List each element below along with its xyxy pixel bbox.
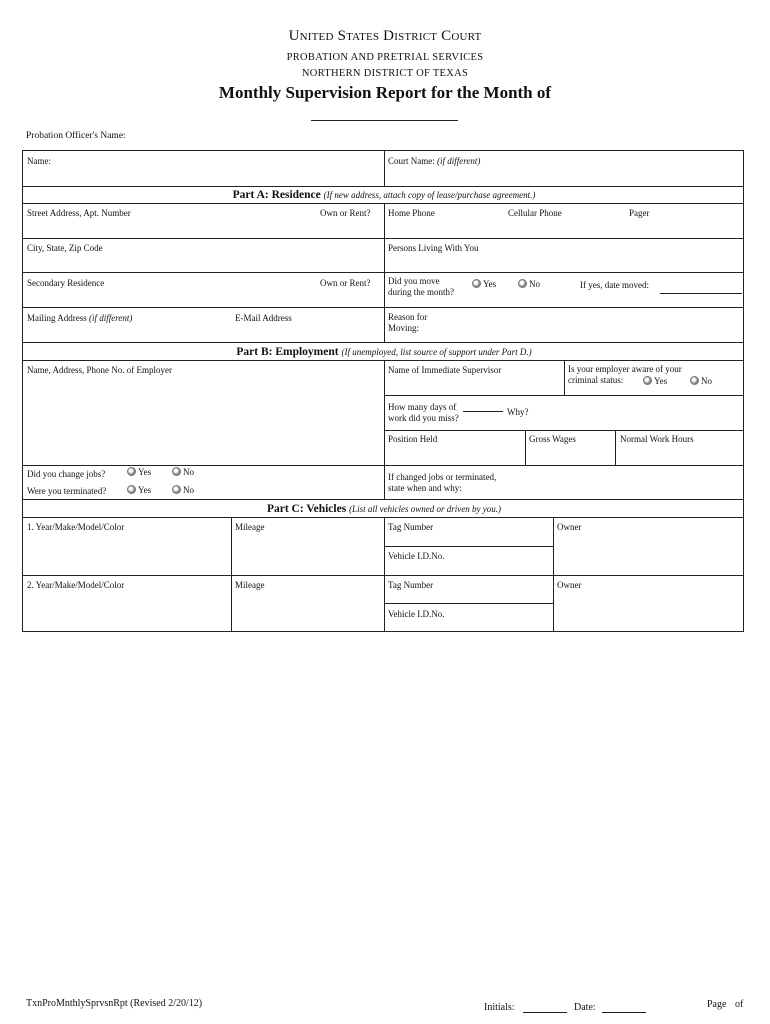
radio-icon bbox=[127, 467, 136, 476]
form-id: TxnProMnthlySprvsnRpt (Revised 2/20/12) bbox=[26, 998, 203, 1009]
row-divider bbox=[23, 238, 743, 239]
terminated-label: Were you terminated? bbox=[27, 486, 107, 496]
aware-no-radio[interactable] bbox=[690, 376, 712, 387]
supervision-form-table bbox=[22, 150, 744, 632]
court-name-text: Court Name: bbox=[388, 156, 435, 166]
row-divider bbox=[23, 499, 743, 500]
change-jobs-no-label: No bbox=[183, 467, 194, 477]
moved-question bbox=[388, 276, 454, 298]
date-moved-field[interactable] bbox=[660, 293, 742, 294]
court-title: United States District Court bbox=[288, 28, 482, 44]
radio-icon bbox=[172, 485, 181, 494]
reason-moving-label bbox=[388, 312, 427, 334]
own-rent-label-2: Own or Rent? bbox=[320, 278, 371, 288]
street-address-label: Street Address, Apt. Number bbox=[27, 208, 131, 218]
change-jobs-yes-radio[interactable] bbox=[127, 467, 151, 478]
days-missed-question bbox=[388, 402, 459, 424]
initials-label: Initials: bbox=[484, 1002, 515, 1013]
initials-field[interactable] bbox=[523, 1012, 567, 1013]
row-divider bbox=[23, 360, 743, 361]
row-divider bbox=[23, 307, 743, 308]
change-jobs-label: Did you change jobs? bbox=[27, 469, 106, 479]
moved-no-label: No bbox=[529, 279, 540, 289]
row-divider bbox=[23, 517, 743, 518]
row-divider bbox=[23, 465, 743, 466]
row-divider bbox=[23, 272, 743, 273]
name-label: Name: bbox=[27, 156, 51, 166]
date-field[interactable] bbox=[602, 1012, 646, 1013]
vehicle-2-owner-label: Owner bbox=[557, 580, 582, 590]
part-a-title: Part A: Residence bbox=[232, 189, 321, 201]
court-name-label bbox=[388, 156, 480, 167]
col-divider bbox=[615, 430, 616, 465]
col-divider bbox=[384, 203, 385, 342]
date-label: Date: bbox=[574, 1002, 596, 1013]
employer-label: Name, Address, Phone No. of Employer bbox=[27, 365, 172, 375]
part-a-note: (If new address, attach copy of lease/purchase agreement.) bbox=[323, 190, 536, 200]
aware-line-2: criminal status: bbox=[568, 375, 624, 385]
page-of-label: of bbox=[735, 999, 744, 1010]
col-divider bbox=[384, 151, 385, 186]
secondary-residence-label: Secondary Residence bbox=[27, 278, 105, 288]
col-divider bbox=[553, 517, 554, 632]
moved-yes-radio[interactable] bbox=[472, 279, 496, 290]
terminated-yes-radio[interactable] bbox=[127, 485, 151, 496]
days-line-1: How many days of bbox=[388, 402, 457, 412]
change-jobs-yes-label: Yes bbox=[138, 467, 152, 477]
court-name-note: (if different) bbox=[437, 156, 481, 166]
days-line-2: work did you miss? bbox=[388, 413, 459, 423]
part-c-note: (List all vehicles owned or driven by you.) bbox=[349, 504, 502, 514]
aware-yes-label: Yes bbox=[654, 376, 668, 386]
terminated-no-radio[interactable] bbox=[172, 485, 194, 496]
month-input-line[interactable] bbox=[311, 120, 458, 121]
home-phone-label: Home Phone bbox=[388, 208, 435, 218]
terminated-yes-label: Yes bbox=[138, 485, 152, 495]
change-jobs-no-radio[interactable] bbox=[172, 467, 194, 478]
radio-icon bbox=[690, 376, 699, 385]
row-divider bbox=[385, 546, 553, 547]
moved-yes-label: Yes bbox=[483, 279, 497, 289]
vehicle-2-mileage-label: Mileage bbox=[235, 580, 265, 590]
row-divider bbox=[385, 395, 743, 396]
col-divider bbox=[384, 360, 385, 499]
reason-line-2: Moving: bbox=[388, 323, 420, 333]
row-divider bbox=[23, 575, 743, 576]
radio-icon bbox=[518, 279, 527, 288]
radio-icon bbox=[172, 467, 181, 476]
vehicle-1-owner-label: Owner bbox=[557, 522, 582, 532]
pager-label: Pager bbox=[629, 208, 650, 218]
supervisor-label: Name of Immediate Supervisor bbox=[388, 365, 502, 375]
col-divider bbox=[231, 517, 232, 632]
part-c-title: Part C: Vehicles bbox=[266, 503, 347, 515]
date-moved-label: If yes, date moved: bbox=[580, 280, 649, 290]
position-held-label: Position Held bbox=[388, 434, 438, 444]
moved-line-2: during the month? bbox=[388, 287, 454, 297]
email-address-label: E-Mail Address bbox=[235, 313, 292, 323]
aware-yes-radio[interactable] bbox=[643, 376, 667, 387]
changed-jobs-explain-label bbox=[388, 472, 496, 494]
col-divider bbox=[564, 360, 565, 395]
city-state-zip-label: City, State, Zip Code bbox=[27, 243, 103, 253]
radio-icon bbox=[643, 376, 652, 385]
vehicle-1-vin-label: Vehicle I.D.No. bbox=[388, 551, 445, 561]
vehicle-2-tag-label: Tag Number bbox=[388, 580, 434, 590]
changed-line-1: If changed jobs or terminated, bbox=[388, 472, 497, 482]
part-b-title: Part B: Employment bbox=[236, 346, 339, 358]
row-divider bbox=[23, 186, 743, 187]
own-rent-label: Own or Rent? bbox=[320, 208, 371, 218]
aware-no-label: No bbox=[701, 376, 712, 386]
district-title: NORTHERN DISTRICT OF TEXAS bbox=[301, 68, 469, 79]
normal-hours-label: Normal Work Hours bbox=[620, 434, 694, 444]
mailing-address-text: Mailing Address bbox=[27, 313, 87, 323]
persons-living-label: Persons Living With You bbox=[388, 243, 479, 253]
page-label: Page bbox=[707, 999, 727, 1010]
part-b-note: (If unemployed, list source of support under Part D.) bbox=[341, 347, 532, 357]
vehicle-1-mileage-label: Mileage bbox=[235, 522, 265, 532]
vehicle-2-vin-label: Vehicle I.D.No. bbox=[388, 609, 445, 619]
part-c-header bbox=[23, 502, 745, 516]
cellular-phone-label: Cellular Phone bbox=[508, 208, 562, 218]
mailing-address-label bbox=[27, 313, 132, 324]
row-divider bbox=[23, 203, 743, 204]
radio-icon bbox=[127, 485, 136, 494]
part-b-header bbox=[23, 345, 745, 359]
moved-line-1: Did you move bbox=[388, 276, 440, 286]
mailing-address-note: (if different) bbox=[89, 313, 133, 323]
reason-line-1: Reason for bbox=[388, 312, 428, 322]
row-divider bbox=[23, 342, 743, 343]
days-missed-field[interactable] bbox=[463, 411, 503, 412]
col-divider bbox=[525, 430, 526, 465]
col-divider bbox=[384, 517, 385, 632]
moved-no-radio[interactable] bbox=[518, 279, 540, 290]
why-label: Why? bbox=[507, 407, 529, 417]
row-divider bbox=[385, 430, 743, 431]
agency-title: PROBATION AND PRETRIAL SERVICES bbox=[286, 52, 484, 63]
aware-line-1: Is your employer aware of your bbox=[568, 364, 682, 374]
radio-icon bbox=[472, 279, 481, 288]
changed-line-2: state when and why: bbox=[388, 483, 462, 493]
vehicle-1-tag-label: Tag Number bbox=[388, 522, 434, 532]
vehicle-2-label: 2. Year/Make/Model/Color bbox=[27, 580, 125, 590]
vehicle-1-label: 1. Year/Make/Model/Color bbox=[27, 522, 125, 532]
gross-wages-label: Gross Wages bbox=[529, 434, 576, 444]
report-title: Monthly Supervision Report for the Month of bbox=[218, 83, 552, 102]
officer-name-label: Probation Officer's Name: bbox=[26, 131, 126, 141]
part-a-header bbox=[23, 188, 745, 202]
terminated-no-label: No bbox=[183, 485, 194, 495]
row-divider bbox=[385, 603, 553, 604]
